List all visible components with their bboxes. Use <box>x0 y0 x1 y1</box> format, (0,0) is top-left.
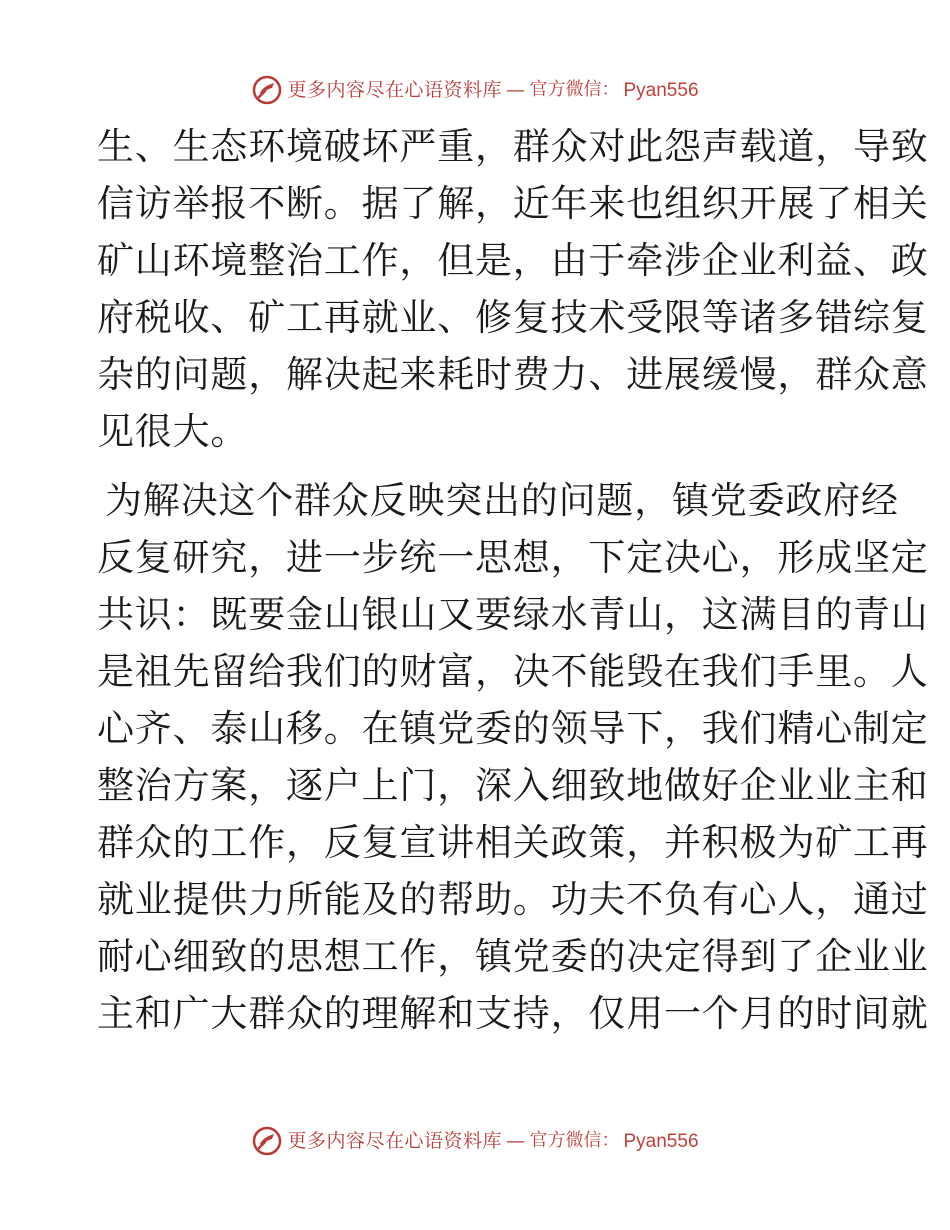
footer-wechat-id: Pyan556 <box>623 1130 699 1152</box>
text-line: 府税收、矿工再就业、修复技术受限等诸多错综复 <box>97 296 929 339</box>
header-banner-content <box>251 74 698 106</box>
book-logo-icon <box>251 1125 283 1157</box>
text-line: 耐心细致的思想工作，镇党委的决定得到了企业业 <box>97 935 929 978</box>
text-line: 是祖先留给我们的财富，决不能毁在我们手里。人 <box>97 650 929 693</box>
book-logo-icon <box>251 74 283 106</box>
header-dash: — <box>506 78 526 101</box>
text-line: 共识：既要金山银山又要绿水青山，这满目的青山 <box>97 593 929 636</box>
footer-brand-text: 更多内容尽在心语资料库 <box>287 1129 502 1152</box>
text-line: 主和广大群众的理解和支持，仅用一个月的时间就 <box>97 992 929 1035</box>
text-line: 为解决这个群众反映突出的问题，镇党委政府经 <box>105 479 899 522</box>
footer-banner <box>0 1121 950 1161</box>
paragraph-2 <box>97 472 929 1042</box>
text-line: 信访举报不断。据了解，近年来也组织开展了相关 <box>97 182 929 225</box>
text-line: 反复研究，进一步统一思想，下定决心，形成坚定 <box>97 536 929 579</box>
text-line: 心齐、泰山移。在镇党委的领导下，我们精心制定 <box>97 707 929 750</box>
text-line: 就业提供力所能及的帮助。功夫不负有心人，通过 <box>97 878 929 921</box>
paragraph-gap <box>97 460 857 472</box>
footer-dash: — <box>506 1129 526 1152</box>
text-line: 生、生态环境破坏严重，群众对此怨声载道，导致 <box>97 125 929 168</box>
document-body <box>97 118 929 1042</box>
header-brand-text: 更多内容尽在心语资料库 <box>287 78 502 101</box>
text-line: 群众的工作，反复宣讲相关政策，并积极为矿工再 <box>97 821 929 864</box>
text-line: 整治方案，逐户上门，深入细致地做好企业业主和 <box>97 764 929 807</box>
header-wechat-id: Pyan556 <box>623 79 699 101</box>
header-wechat-label: 官方微信： <box>529 79 620 100</box>
text-line: 见很大。 <box>97 410 249 453</box>
footer-wechat-label: 官方微信： <box>529 1130 620 1151</box>
text-line: 杂的问题，解决起来耗时费力、进展缓慢，群众意 <box>97 353 929 396</box>
paragraph-1 <box>97 118 929 460</box>
header-banner <box>0 70 950 110</box>
text-line: 矿山环境整治工作，但是，由于牵涉企业利益、政 <box>97 239 929 282</box>
footer-banner-content <box>251 1125 698 1157</box>
